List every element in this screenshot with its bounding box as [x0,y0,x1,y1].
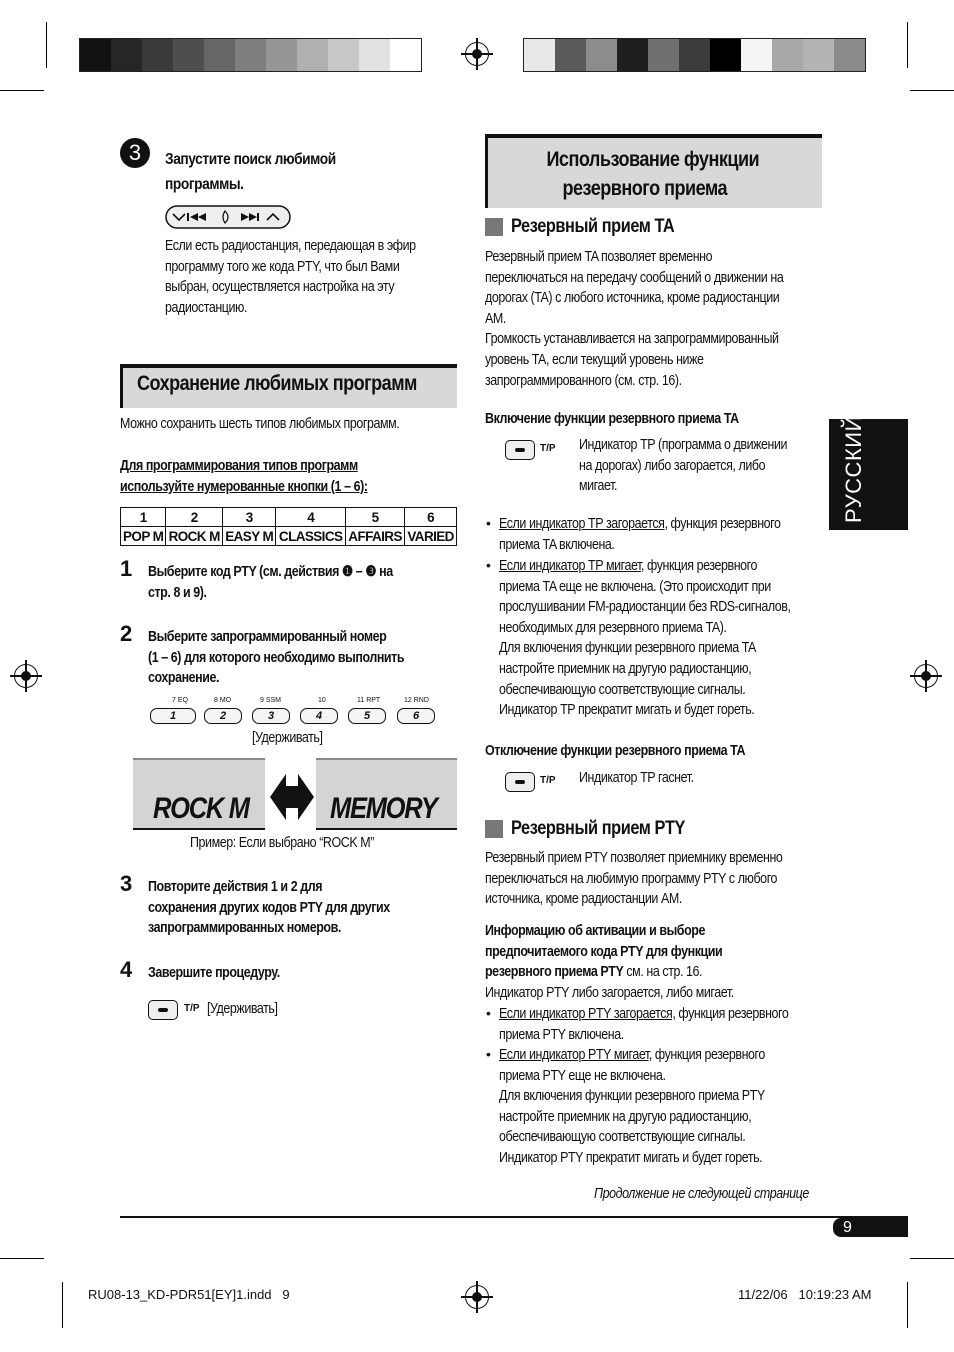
color-swatch [359,39,390,71]
table-number-cell: 4 [276,508,346,527]
hold-label: [Удерживать] [252,730,323,746]
text-line: Громкость устанавливается на запрограммированный [485,331,779,348]
color-swatch [834,39,865,71]
text-line: программу того же кода PTY, что был Вами [165,258,400,275]
underlined-text: Если индикатор PTY мигает, [499,1047,652,1063]
text-line [485,962,820,983]
crop-mark [46,22,47,68]
heading-line: программы. [165,176,244,193]
ta-bullet-2 [499,556,826,721]
text-line: запрограммированного (см. стр. 16). [485,372,682,389]
ta-heading [485,216,701,238]
text-line: Резервный прием TA позволяет временно [485,249,713,265]
double-arrow-icon [270,772,314,822]
pty-code-table [120,507,457,546]
ta-description [485,247,820,391]
color-swatch [679,39,710,71]
text-line: предпочитаемого кода PTY для функции [485,943,723,960]
registration-mark-icon [914,664,938,688]
plain-text: см. на стр. 16. [623,964,703,981]
color-swatch [524,39,555,71]
continued-note: Продолжение не следующей странице [594,1186,809,1202]
ta-on-heading: Включение функции резервного приема TA [485,411,739,427]
ta-off-heading: Отключение функции резервного приема TA [485,743,746,759]
bullet-line: Для включения функции резервного приема PTY [499,1088,765,1105]
example-caption: Пример: Если выбрано “ROCK M” [190,835,374,851]
text-line: дорогах (TA) с любого источника, кроме радиостанции [485,290,780,307]
bottom-rule [120,1216,908,1218]
bullet-icon: • [486,557,491,573]
text-line: мигает. [579,478,618,495]
text-line: AM. [485,310,506,327]
table-number-cell: 3 [223,508,276,527]
display-text-left: ROCK M [153,792,249,825]
crop-mark [910,90,954,91]
preset-key-4[interactable]: 4 [300,708,338,724]
pty-info [485,921,820,1003]
color-swatch [803,39,834,71]
bold-text: резервного приема PTY [485,964,624,981]
color-swatch [710,39,741,71]
bullet-line: Для включения функции резервного приема TA [499,640,756,657]
preset-sublabel: 11 RPT [357,697,381,704]
page-number-box [833,1218,908,1237]
step-number: 2 [120,621,133,646]
color-swatch [328,39,359,71]
color-swatch [173,39,204,71]
crop-mark [62,1282,63,1328]
table-name-cell: ROCK M [166,527,223,546]
underlined-text: Если индикатор TP загорается, [499,516,668,532]
main-heading [541,145,765,203]
text-line: уровень TA, если текущий уровень ниже [485,351,704,368]
step-line: Выберите запрограммированный номер [148,629,387,645]
main-heading-line: резервного приема [562,177,728,200]
bullet-line [499,514,826,535]
display-rock-m [133,758,265,830]
text-line: Информацию об активации и выборе [485,923,705,939]
table-number-cell: 2 [166,508,223,527]
color-swatch [266,39,297,71]
registration-mark-icon [465,42,489,66]
text-line: Индикатор TP (программа о движении [579,437,788,453]
table-name-cell: AFFAIRS [345,527,404,546]
page-number: 9 [843,1219,852,1236]
text-line: выбран, осуществляется настройка на эту [165,279,395,296]
step-line: сохранение. [148,670,220,687]
color-swatch [648,39,679,71]
footer-file-info: RU08-13_KD-PDR51[EY]1.indd 9 [88,1287,290,1302]
footer-date: 11/22/06 10:19:23 AM [738,1287,872,1302]
ta-bullet-1 [499,514,826,555]
text-line: переключаться на передачу сообщений о движении на [485,269,784,286]
bullet-line: Индикатор TP прекратит мигать и будет гореть. [499,702,755,719]
bullet-line: настройте приемник на другую радиостанцию, [499,1108,752,1125]
color-swatch [555,39,586,71]
crop-mark [907,1282,908,1328]
color-swatch [772,39,803,71]
underlined-text: Если индикатор TP мигает, [499,558,645,574]
step-line: (1 – 6) для которого необходимо выполнить [148,649,405,666]
bullet-icon: • [486,1005,491,1021]
preset-key-1[interactable]: 1 [150,708,196,724]
table-name-cell: POP M [121,527,166,546]
programming-heading-line: Для программирования типов программ [120,458,358,474]
bullet-line: настройте приемник на другую радиостанцию, [499,660,752,677]
step-line: запрограммированных номеров. [148,920,341,937]
preset-sublabel: 8 MO [214,697,232,704]
color-swatch [111,39,142,71]
crop-mark [907,22,908,68]
ta-on-description [579,435,820,497]
step-number: 1 [120,556,133,581]
underlined-text: Если индикатор PTY загорается, [499,1006,676,1022]
display-text-right: MEMORY [330,792,437,825]
registration-mark-icon [14,664,38,688]
step-3-heading [165,147,423,197]
bullet-line: обеспечивающую соответствующие сигналы. [499,1129,746,1146]
preset-sublabel: 7 EQ [172,697,188,704]
bullet-line [499,1004,826,1025]
heading-line: Запустите поиск любимой [165,151,336,168]
table-number-cell: 5 [345,508,404,527]
pty-description [485,848,820,910]
tp-label: T/P [184,1003,200,1014]
bullet-line: обеспечивающую соответствующие сигналы. [499,681,746,698]
bullet-text: функция резервного [667,516,781,532]
step-3b-text [148,877,449,939]
step-1-text [148,562,440,603]
pty-heading [485,818,713,840]
bullet-line [499,1045,826,1066]
bullet-icon: • [486,1046,491,1062]
text-line: переключаться на любимую программу PTY с любого [485,870,778,887]
step-line: Выберите код PTY (см. действия ❶ – ❸ на [148,564,393,580]
table-number-cell: 6 [405,508,457,527]
preset-key-2[interactable]: 2 [204,708,242,724]
preset-sublabel: 12 RND [404,697,429,704]
color-swatch [142,39,173,71]
text-line: Если есть радиостанция, передающая в эфир [165,238,416,254]
text-line: Резервный прием PTY позволяет приемнику временно [485,850,783,866]
color-swatch [204,39,235,71]
preset-sublabel: 10 [318,697,326,704]
text-line: Индикатор PTY либо загорается, либо мигает. [485,984,734,1001]
tp-hold-label: [Удерживать] [207,1001,278,1017]
color-swatch [235,39,266,71]
table-number-cell: 1 [121,508,166,527]
bullet-text: функция резервного [675,1006,789,1022]
crop-mark [910,1258,954,1259]
bullet-text: функция резервного [644,558,758,574]
tp-label: T/P [540,443,556,454]
pty-bullet-1 [499,1004,826,1045]
text-line: на дорогах) либо загорается, либо [579,457,766,474]
bullet-text: функция резервного [651,1047,765,1063]
bullet-line: приема TA включена. [499,536,615,553]
tp-button[interactable] [505,772,535,792]
registration-mark-icon [465,1285,489,1309]
section-square-icon [485,218,503,236]
ta-heading-text: Резервный прием TA [511,216,675,237]
programming-heading [120,456,447,497]
step-line: Повторите действия 1 и 2 для [148,879,323,895]
preset-key-5[interactable]: 5 [348,708,386,724]
step-number: 3 [120,871,133,896]
table-name-cell: EASY M [223,527,276,546]
table-name-cell: CLASSICS [276,527,346,546]
bullet-line [499,556,826,577]
step-4-text: Завершите процедуру. [148,965,280,981]
bullet-icon: • [486,515,491,531]
bullet-line: приема TA еще не включена. (Это происходит при [499,578,771,595]
pty-bullet-2 [499,1045,826,1169]
seek-button [165,205,291,229]
text-line: радиостанцию. [165,299,248,316]
tp-label: T/P [540,775,556,786]
step-3-description [165,236,449,318]
preset-key-3[interactable]: 3 [252,708,290,724]
preset-sublabel: 9 SSM [260,697,282,704]
step-2-text [148,627,458,689]
crop-mark [0,1258,44,1259]
bullet-line: приема PTY включена. [499,1026,624,1043]
step-3-circle-icon: 3 [120,138,150,168]
color-swatch [80,39,111,71]
tp-button[interactable] [148,1000,178,1020]
color-swatch [586,39,617,71]
color-bar-left [79,38,422,72]
section-square-icon [485,820,503,838]
step-line: стр. 8 и 9). [148,584,207,601]
step-number: 4 [120,957,133,982]
color-bar-right [523,38,866,72]
table-name-cell: VARIED [405,527,457,546]
bullet-line: Индикатор PTY прекратит мигать и будет гореть. [499,1149,763,1166]
bullet-line: прослушивании FM-радиостанции без RDS-сигналов, [499,599,791,616]
save-section-heading: Сохранение любимых программ [137,372,417,395]
color-swatch [617,39,648,71]
crop-mark [0,90,44,91]
display-memory [316,758,457,830]
ta-off-description: Индикатор TP гаснет. [579,770,694,786]
main-heading-line: Использование функции [546,148,760,171]
text-line: источника, кроме радиостанции AM. [485,891,682,908]
step-line: сохранения других кодов PTY для других [148,899,390,916]
programming-heading-line: используйте нумерованные кнопки (1 – 6): [120,478,368,495]
bullet-line: приема PTY еще не включена. [499,1067,666,1084]
language-side-tab [829,415,908,530]
color-swatch [390,39,421,71]
color-swatch [741,39,772,71]
color-swatch [297,39,328,71]
save-intro: Можно сохранить шесть типов любимых программ. [120,416,400,432]
pty-heading-text: Резервный прием PTY [511,818,686,839]
bullet-line: необходимых для резервного приема TA). [499,619,727,636]
language-tab-text: РУССКИЙ [841,415,866,523]
preset-key-6[interactable]: 6 [397,708,435,724]
tp-button[interactable] [505,440,535,460]
